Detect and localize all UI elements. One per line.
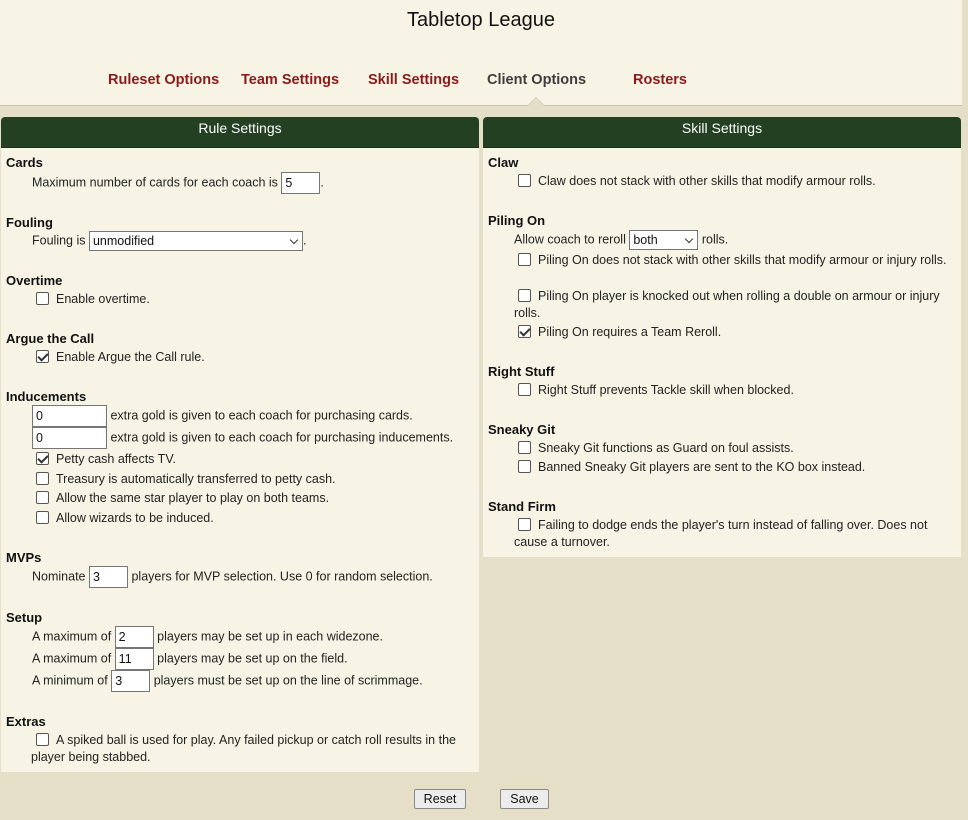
mvps-label-after: players for MVP selection. Use 0 for random selection.: [131, 569, 433, 584]
field-input[interactable]: 11: [115, 648, 154, 670]
piling-reroll-select[interactable]: [629, 230, 698, 250]
piling-reroll-selected: both: [633, 233, 658, 247]
piling-team-reroll-label: Piling On requires a Team Reroll.: [538, 325, 722, 339]
argue-checkbox[interactable]: [36, 350, 49, 363]
treasury-label: Treasury is automatically transferred to petty cash.: [56, 472, 336, 486]
skill-settings-panel: [483, 117, 961, 557]
tab-skill-settings[interactable]: Skill Settings: [368, 72, 460, 88]
mvps-title: MVPs: [6, 550, 42, 565]
piling-reroll-row: [514, 230, 728, 250]
cards-title: Cards: [6, 155, 43, 170]
main-nav: [0, 72, 962, 92]
inducements-title: Inducements: [6, 389, 87, 404]
gold-inducements-input[interactable]: 0: [32, 427, 107, 449]
argue-title: Argue the Call: [6, 331, 95, 346]
scrimmage-label: A minimum of: [32, 673, 108, 688]
overtime-label: Enable overtime.: [56, 292, 150, 306]
petty-cash-label: Petty cash affects TV.: [56, 452, 176, 466]
argue-row: [36, 350, 205, 364]
argue-label: Enable Argue the Call rule.: [56, 350, 205, 364]
chevron-down-icon: [685, 235, 693, 243]
piling-on-title: Piling On: [488, 213, 546, 228]
sneaky-guard-checkbox[interactable]: [518, 441, 531, 454]
gold-cards-input[interactable]: 0: [32, 405, 107, 427]
stand-firm-checkbox[interactable]: [518, 518, 531, 531]
rule-settings-panel: [1, 117, 479, 772]
petty-cash-row: [36, 452, 176, 466]
scrimmage-input[interactable]: 3: [111, 670, 150, 692]
stand-firm-label: Failing to dodge ends the player's turn instead of falling over. Does not cause a turnover.: [514, 518, 928, 549]
tab-client-options[interactable]: Client Options: [487, 72, 587, 88]
piling-team-reroll-checkbox[interactable]: [518, 325, 531, 338]
widezone-input[interactable]: 2: [115, 626, 154, 648]
treasury-row: [36, 472, 336, 486]
overtime-row: [36, 292, 150, 306]
cards-row: [32, 172, 324, 194]
piling-no-stack-row: [514, 252, 954, 269]
stand-firm-title: Stand Firm: [488, 499, 556, 514]
widezone-label-after: players may be set up in each widezone.: [157, 629, 383, 644]
petty-cash-checkbox[interactable]: [36, 452, 49, 465]
piling-reroll-label-after: rolls.: [701, 232, 729, 247]
site-header: [0, 0, 962, 106]
right-stuff-checkbox[interactable]: [518, 383, 531, 396]
right-stuff-label: Right Stuff prevents Tackle skill when blocked.: [538, 383, 794, 397]
scrimmage-label-after: players must be set up on the line of scrimmage.: [153, 673, 423, 688]
tab-ruleset-options[interactable]: Ruleset Options: [108, 72, 220, 88]
star-player-row: [36, 491, 329, 505]
scrimmage-row: [32, 670, 423, 692]
gold-inducements-row: [32, 427, 453, 449]
chevron-down-icon: [290, 236, 298, 244]
wizards-label: Allow wizards to be induced.: [56, 511, 214, 525]
fouling-title: Fouling: [6, 215, 53, 230]
right-stuff-title: Right Stuff: [488, 364, 555, 379]
field-label: A maximum of: [32, 651, 112, 666]
overtime-title: Overtime: [6, 273, 63, 288]
wizards-checkbox[interactable]: [36, 511, 49, 524]
wizards-row: [36, 511, 214, 525]
fouling-select[interactable]: [89, 231, 303, 251]
spiked-ball-label: A spiked ball is used for play. Any failed pickup or catch roll results in the player being stabbed.: [31, 733, 456, 764]
fouling-row: [32, 231, 306, 251]
site-title: Tabletop League: [407, 9, 555, 31]
mvps-input[interactable]: 3: [89, 566, 128, 588]
star-player-label: Allow the same star player to play on both teams.: [56, 491, 330, 505]
star-player-checkbox[interactable]: [36, 491, 49, 504]
gold-cards-label: extra gold is given to each coach for purchasing cards.: [110, 408, 413, 423]
claw-checkbox[interactable]: [518, 174, 531, 187]
sneaky-banned-row: [518, 460, 865, 474]
skill-settings-header: Skill Settings: [483, 117, 961, 148]
sneaky-guard-row: [518, 441, 794, 455]
setup-title: Setup: [6, 610, 43, 625]
field-row: [32, 648, 348, 670]
right-stuff-row: [518, 383, 794, 397]
piling-reroll-label: Allow coach to reroll: [514, 232, 626, 247]
extras-title: Extras: [6, 714, 46, 729]
sneaky-banned-checkbox[interactable]: [518, 460, 531, 473]
field-label-after: players may be set up on the field.: [157, 651, 348, 666]
reset-button[interactable]: Reset: [414, 789, 466, 809]
piling-knocked-out-checkbox[interactable]: [518, 289, 531, 302]
sneaky-guard-label: Sneaky Git functions as Guard on foul assists.: [538, 441, 794, 455]
gold-cards-row: [32, 405, 413, 427]
spiked-ball-checkbox[interactable]: [36, 733, 49, 746]
piling-no-stack-label: Piling On does not stack with other skills that modify armour or injury rolls.: [538, 253, 947, 267]
rule-settings-header: Rule Settings: [1, 117, 479, 148]
claw-title: Claw: [488, 155, 519, 170]
claw-row: [518, 174, 876, 188]
piling-knocked-out-row: [514, 288, 954, 322]
cards-label-after: .: [320, 175, 324, 190]
widezone-label: A maximum of: [32, 629, 112, 644]
save-button[interactable]: Save: [500, 789, 549, 809]
cards-label: Maximum number of cards for each coach is: [32, 175, 278, 190]
cards-input[interactable]: 5: [281, 172, 320, 194]
mvps-row: [32, 566, 433, 588]
piling-team-reroll-row: [518, 325, 721, 339]
overtime-checkbox[interactable]: [36, 292, 49, 305]
treasury-checkbox[interactable]: [36, 472, 49, 485]
spiked-ball-row: [31, 732, 471, 766]
tab-team-settings[interactable]: Team Settings: [241, 72, 340, 88]
claw-label: Claw does not stack with other skills that modify armour rolls.: [538, 174, 876, 188]
sneaky-git-title: Sneaky Git: [488, 422, 556, 437]
sneaky-banned-label: Banned Sneaky Git players are sent to the KO box instead.: [538, 460, 866, 474]
active-tab-pointer: [527, 97, 545, 106]
widezone-row: [32, 626, 383, 648]
fouling-label-after: .: [302, 233, 307, 248]
piling-no-stack-checkbox[interactable]: [518, 253, 531, 266]
fouling-selected: unmodified: [92, 234, 155, 248]
gold-inducements-label: extra gold is given to each coach for purchasing inducements.: [110, 430, 454, 445]
tab-rosters[interactable]: Rosters: [633, 72, 687, 88]
fouling-label: Fouling is: [32, 233, 86, 248]
mvps-label: Nominate: [32, 569, 86, 584]
piling-knocked-out-label: Piling On player is knocked out when rolling a double on armour or injury rolls.: [514, 289, 940, 320]
stand-firm-row: [514, 517, 954, 551]
